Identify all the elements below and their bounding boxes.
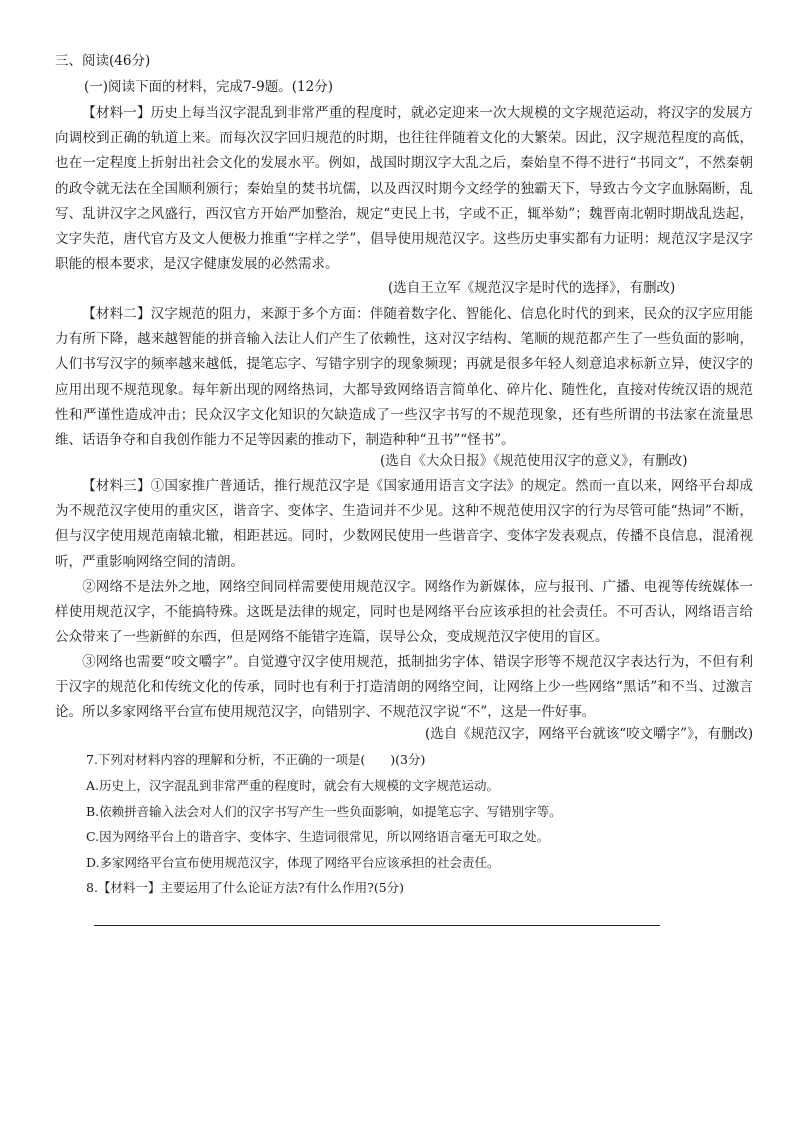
material-3-p1 <box>55 474 753 575</box>
material-3-p1-text: ①国家推广普通话，推行规范汉字是《国家通用语言文字法》的规定。然而一直以来，网络平台却成为不规范汉字使用的重灾区，谐音字、变体字、生造词并不少见。这种不规范使用汉字的行为尽管可能“热词”不断，但与汉字使用规范南辕北辙，相距甚远。同时，少数网民使用一些谐音字、变体字发表观点，传播不良信息，混淆视听，严重影响网络空间的清朗。 <box>55 478 754 570</box>
material-3-source: (选自《规范汉字，网络平台就该“咬文嚼字”》，有删改) <box>425 726 754 742</box>
question-7-option-b: B.依赖拼音输入法会对人们的汉字书写产生一些负面影响，如提笔忘字、写错别字等。 <box>86 804 562 819</box>
material-3-label: 【材料三】 <box>82 478 151 494</box>
material-2-label: 【材料二】 <box>82 306 151 322</box>
question-7-option-a: A.历史上，汉字混乱到非常严重的程度时，就会有大规模的文字规范运动。 <box>86 778 500 793</box>
material-2-source: (选自《大众日报》《规范使用汉字的意义》，有删改) <box>380 453 688 469</box>
material-1-source: (选自王立军《规范汉字是时代的选择》，有删改) <box>388 280 676 296</box>
question-7-option-d: D.多家网络平台宣布使用规范汉字，体现了网络平台应该承担的社会责任。 <box>86 855 500 870</box>
material-3-p2-text: ②网络不是法外之地，网络空间同样需要使用规范汉字。网络作为新媒体，应与报刊、广播、电视等传统媒体一样使用规范汉字，不能搞特殊。这既是法律的规定，同时也是网络平台应该承担的社会责任。不可否认，网络语言给公众带来了一些新鲜的东西，但是网络不能错字连篇，误导公众，变成规范汉字使用的盲区。 <box>55 579 753 646</box>
answer-line <box>94 925 660 926</box>
question-7-stem: 7.下列对材料内容的理解和分析，不正确的一项是( )(3分) <box>86 752 426 767</box>
material-3-p3 <box>55 650 753 726</box>
sub-title: (一)阅读下面的材料，完成7-9题。(12分) <box>84 79 333 95</box>
material-1-label: 【材料一】 <box>82 105 151 121</box>
question-8-stem: 8.【材料一】主要运用了什么论证方法?有什么作用?(5分) <box>86 880 405 895</box>
question-7-option-c: C.因为网络平台上的谐音字、变体字、生造词很常见，所以网络语言毫无可取之处。 <box>86 829 550 844</box>
material-2-text: 汉字规范的阻力，来源于多个方面：伴随着数字化、智能化、信息化时代的到来，民众的汉字应用能力有所下降，越来越智能的拼音输入法让人们产生了依赖性，这对汉字结构、笔顺的规范都产生了一些负面的影响，人们书写汉字的频率越来越低，提笔忘字、写错字别字的现象频现；再就是很多年轻人刻意追求标新立异，使汉字的应用出现不规范现象。每年新出现的网络热词，大都导致网络语言简单化、碎片化、随性化，直接对传统汉语的规范性和严谨性造成冲击；民众汉字文化知识的欠缺造成了一些汉字书写的不规范现象，还有些所谓的书法家在流量思维、话语争夺和自我创作能力不足等因素的推动下，制造种种“丑书”“怪书”。 <box>55 306 754 449</box>
section-title: 三、阅读(46分) <box>55 53 151 69</box>
material-3-p2 <box>55 575 753 651</box>
material-1-text: 历史上每当汉字混乱到非常严重的程度时，就必定迎来一次大规模的文字规范运动，将汉字的发展方向调校到正确的轨道上来。而每次汉字回归规范的时期，也往往伴随着文化的大繁荣。因此，汉字规范程度的高低，也在一定程度上折射出社会文化的发展水平。例如，战国时期汉字大乱之后，秦始皇不得不进行“书同文”，不然秦朝的政令就无法在全国顺利颁行；秦始皇的焚书坑儒，以及西汉时期今文经学的独霸天下，导致古今文字血脉隔断，乱写、乱讲汉字之风盛行，西汉官方开始严加整治，规定“吏民上书，字或不正，辄举劾”；魏晋南北朝时期战乱迭起，文字失范，唐代官方及文人便极力推重“字样之学”，倡导使用规范汉字。这些历史事实都有力证明：规范汉字是汉字职能的根本要求，是汉字健康发展的必然需求。 <box>55 105 754 273</box>
material-3-p3-text: ③网络也需要“咬文嚼字”。自觉遵守汉字使用规范，抵制拙劣字体、错误字形等不规范汉字表达行为，不但有利于汉字的规范化和传统文化的传承，同时也有利于打造清朗的网络空间，让网络上少一些网络“黑话”和不当、过激言论。所以多家网络平台宣布使用规范汉字，向错别字、不规范汉字说“不”，这是一件好事。 <box>55 654 753 721</box>
material-1 <box>55 101 753 278</box>
material-2 <box>55 302 753 454</box>
